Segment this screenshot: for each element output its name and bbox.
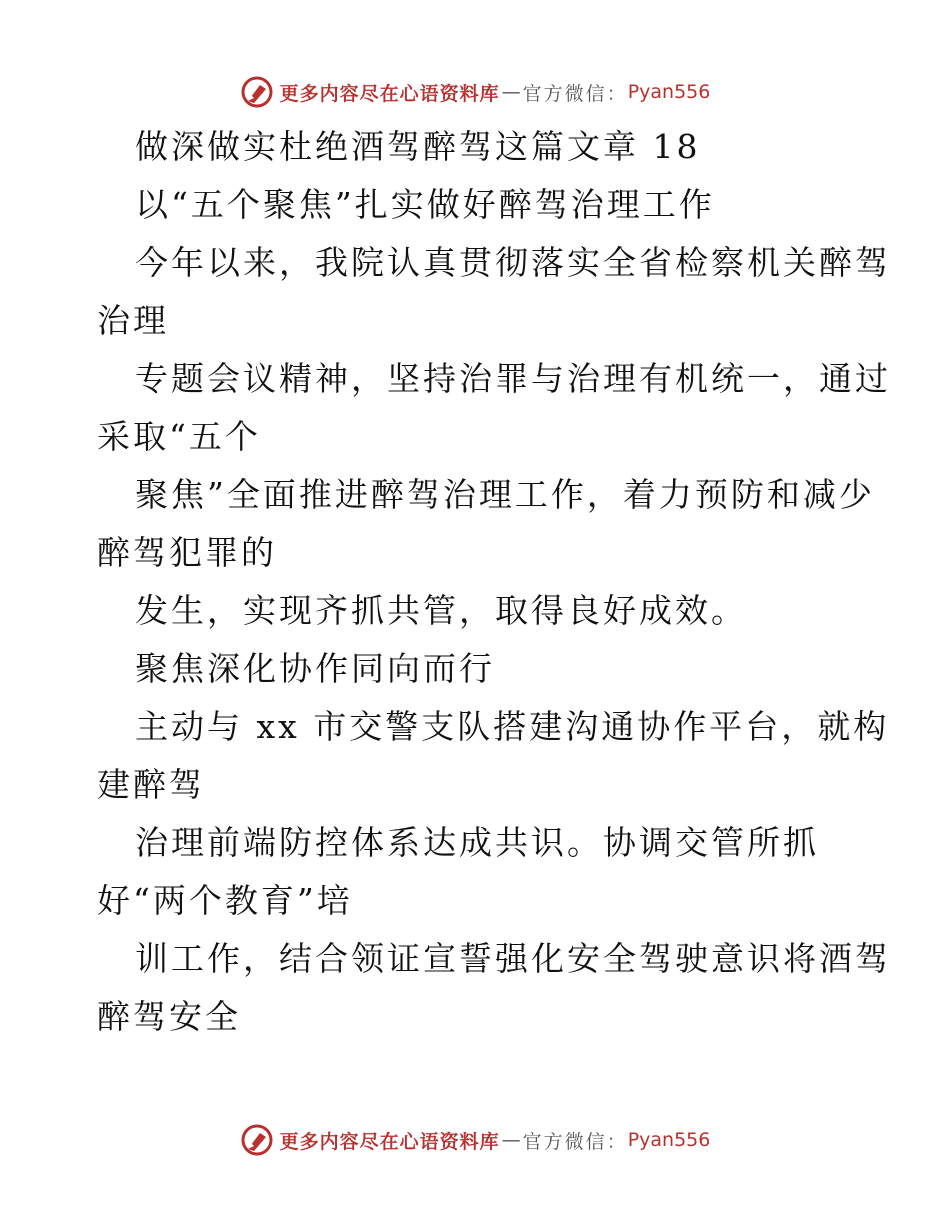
header-banner bbox=[0, 72, 950, 112]
pen-nib-logo-icon bbox=[240, 1123, 274, 1157]
wechat-id: Pyan556 bbox=[627, 1129, 711, 1151]
section-heading: 聚焦深化协作同向而行 bbox=[135, 649, 495, 688]
paragraph-line: 训工作，结合领证宣誓强化安全驾驶意识将酒驾 bbox=[135, 939, 891, 978]
wechat-id: Pyan556 bbox=[627, 81, 711, 103]
banner-text: 更多内容尽在心语资料库 bbox=[279, 82, 500, 105]
document-title: 做深做实杜绝酒驾醉驾这篇文章 18 bbox=[135, 127, 701, 166]
wechat-label: 官方微信： bbox=[522, 82, 628, 105]
banner-separator: — bbox=[501, 81, 521, 103]
footer-banner bbox=[0, 1120, 950, 1160]
paragraph-line: 发生，实现齐抓共管，取得良好成效。 bbox=[135, 591, 747, 630]
paragraph-line: 醉驾安全 bbox=[97, 997, 241, 1036]
document-body bbox=[97, 118, 891, 1046]
paragraph-line: 专题会议精神，坚持治罪与治理有机统一，通过 bbox=[135, 359, 891, 398]
paragraph-line: 治理前端防控体系达成共识。协调交管所抓 bbox=[135, 823, 819, 862]
paragraph-line: 采取“五个 bbox=[97, 417, 261, 456]
wechat-label: 官方微信： bbox=[522, 1130, 628, 1153]
banner-text: 更多内容尽在心语资料库 bbox=[279, 1130, 500, 1153]
paragraph-line: 好“两个教育”培 bbox=[97, 881, 353, 920]
article-subtitle: 以“五个聚焦”扎实做好醉驾治理工作 bbox=[135, 185, 715, 224]
paragraph-line: 聚焦”全面推进醉驾治理工作，着力预防和减少 bbox=[135, 475, 875, 514]
banner-separator: — bbox=[501, 1129, 521, 1151]
paragraph-line: 今年以来，我院认真贯彻落实全省检察机关醉驾 bbox=[135, 243, 891, 282]
paragraph-line: 醉驾犯罪的 bbox=[97, 533, 277, 572]
pen-nib-logo-icon bbox=[240, 75, 274, 109]
paragraph-line: 治理 bbox=[97, 301, 169, 340]
paragraph-line: 建醉驾 bbox=[97, 765, 205, 804]
paragraph-line: 主动与 xx 市交警支队搭建沟通协作平台，就构 bbox=[135, 707, 890, 746]
